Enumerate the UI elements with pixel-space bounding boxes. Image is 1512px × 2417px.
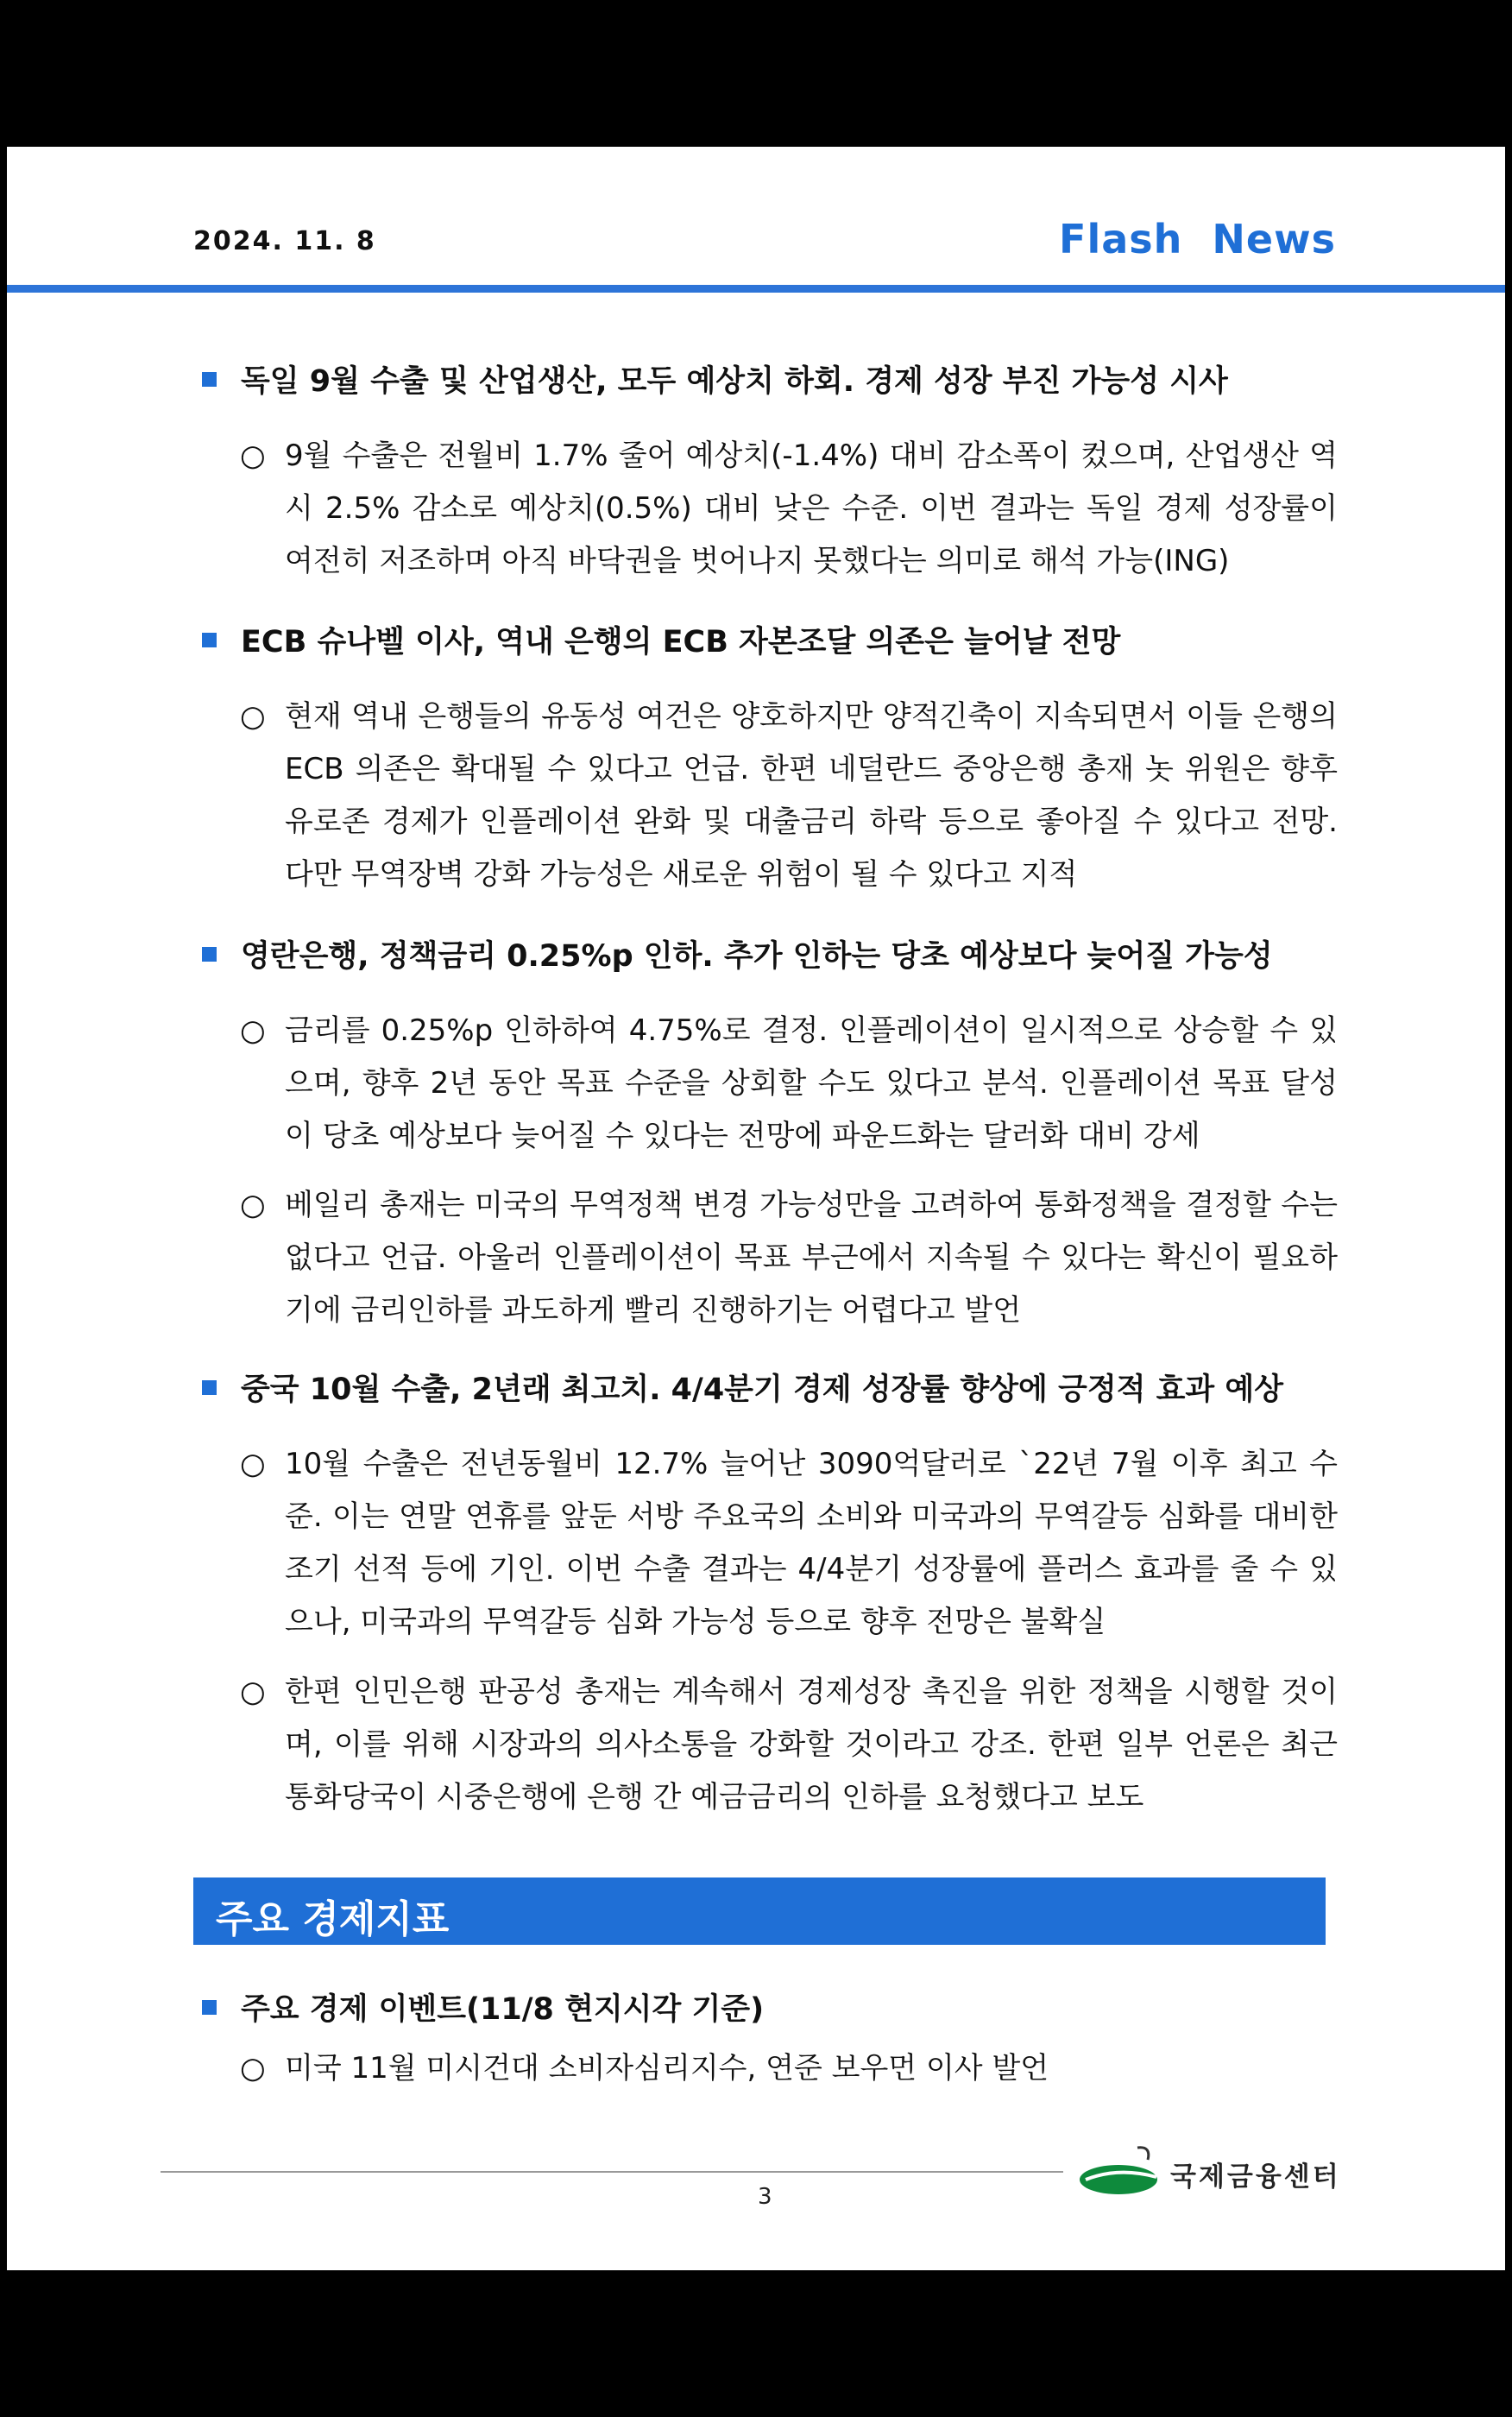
logo-text: 국제금융센터 [1170,2161,1341,2193]
bullet-item [240,430,1338,588]
events-heading [202,1985,764,2029]
circle-bullet-icon: ○ [240,699,266,734]
section-heading-4 [202,1366,1283,1409]
header-date: 2024. 11. 8 [193,226,376,256]
circle-bullet-icon: ○ [240,1188,266,1222]
footer-divider [161,2171,1063,2173]
bullet-text: 베일리 총재는 미국의 무역정책 변경 가능성만을 고려하여 통화정책을 결정할 수는 없다고 언급. 아울러 인플레이션이 목표 부근에서 지속될 수 있다는 확신이 필요하기에 금리인하를 과도하게 빨리 진행하기는 어렵다고 발언 [285,1188,1338,1328]
section-title: 영란은행, 정책금리 0.25%p 인하. 추가 인하는 당초 예상보다 늦어질 가능성 [241,939,1273,974]
section-heading-3 [202,932,1273,975]
circle-bullet-icon: ○ [240,2051,266,2086]
bullet-text: 한편 인민은행 판공성 총재는 계속해서 경제성장 촉진을 위한 정책을 시행할 것이며, 이를 위해 시장과의 의사소통을 강화할 것이라고 강조. 한편 일부 언론은 최근 통화당국이 시중은행에 은행 간 예금금리의 인하를 요청했다고 보도 [285,1675,1338,1814]
bullet-text: 현재 역내 은행들의 유동성 여건은 양호하지만 양적긴축이 지속되면서 이들 은행의 ECB 의존은 확대될 수 있다고 언급. 한편 네덜란드 중앙은행 총재 놋 위원은 향후 유로존 경제가 인플레이션 완화 및 대출금리 하락 등으로 좋아질 수 있다고 전망. 다만 무역장벽 강화 가능성은 새로운 위험이 될 수 있다고 지적 [285,699,1338,892]
header-divider [7,285,1505,293]
square-bullet-icon [202,947,217,962]
bullet-text: 금리를 0.25%p 인하하여 4.75%로 결정. 인플레이션이 일시적으로 상승할 수 있으며, 향후 2년 동안 목표 수준을 상회할 수도 있다고 분석. 인플레이션 목표 달성이 당초 예상보다 늦어질 수 있다는 전망에 파운드화는 달러화 대비 강세 [285,1013,1338,1153]
bullet-item [240,691,1338,901]
globe-logo-icon [1077,2141,1168,2201]
bullet-item [240,1438,1338,1649]
header-brand: Flash News [1059,216,1336,262]
bullet-item [240,1005,1338,1163]
square-bullet-icon [202,372,217,387]
bullet-item [240,1666,1338,1824]
square-bullet-icon [202,633,217,647]
logo [1077,2141,1353,2201]
section-heading-1 [202,357,1228,401]
section-banner [193,1877,1326,1945]
bullet-text: 9월 수출은 전월비 1.7% 줄어 예상치(-1.4%) 대비 감소폭이 컸으며, 산업생산 역시 2.5% 감소로 예상치(0.5%) 대비 낮은 수준. 이번 결과는 독일 경제 성장률이 여전히 저조하며 아직 바닥권을 벗어나지 못했다는 의미로 해석 가능(ING) [285,439,1338,578]
section-heading-2 [202,618,1120,661]
section-title: ECB 슈나벨 이사, 역내 은행의 ECB 자본조달 의존은 늘어날 전망 [241,625,1121,659]
section-title: 독일 9월 수출 및 산업생산, 모두 예상치 하회. 경제 성장 부진 가능성 시사 [241,364,1228,399]
square-bullet-icon [202,1380,217,1395]
square-bullet-icon [202,2000,217,2015]
bullet-text: 10월 수출은 전년동월비 12.7% 늘어난 3090억달러로 `22년 7월 이후 최고 수준. 이는 연말 연휴를 앞둔 서방 주요국의 소비와 미국과의 무역갈등 심화를 대비한 조기 선적 등에 기인. 이번 수출 결과는 4/4분기 성장률에 플러스 효과를 줄 수 있으나, 미국과의 무역갈등 심화 가능성 등으로 향후 전망은 불확실 [285,1447,1338,1639]
bullet-item [240,2042,1338,2095]
section-title: 주요 경제 이벤트(11/8 현지시각 기준) [241,1992,765,2027]
circle-bullet-icon: ○ [240,1675,266,1709]
circle-bullet-icon: ○ [240,1013,266,1048]
document-page [7,147,1505,2270]
section-title: 중국 10월 수출, 2년래 최고치. 4/4분기 경제 성장률 향상에 긍정적 효과 예상 [241,1373,1284,1407]
circle-bullet-icon: ○ [240,439,266,473]
banner-title: 주요 경제지표 [216,1897,450,1941]
page-number: 3 [758,2184,772,2210]
bullet-item [240,1179,1338,1337]
circle-bullet-icon: ○ [240,1447,266,1481]
bullet-text: 미국 11월 미시건대 소비자심리지수, 연준 보우먼 이사 발언 [285,2051,1049,2086]
